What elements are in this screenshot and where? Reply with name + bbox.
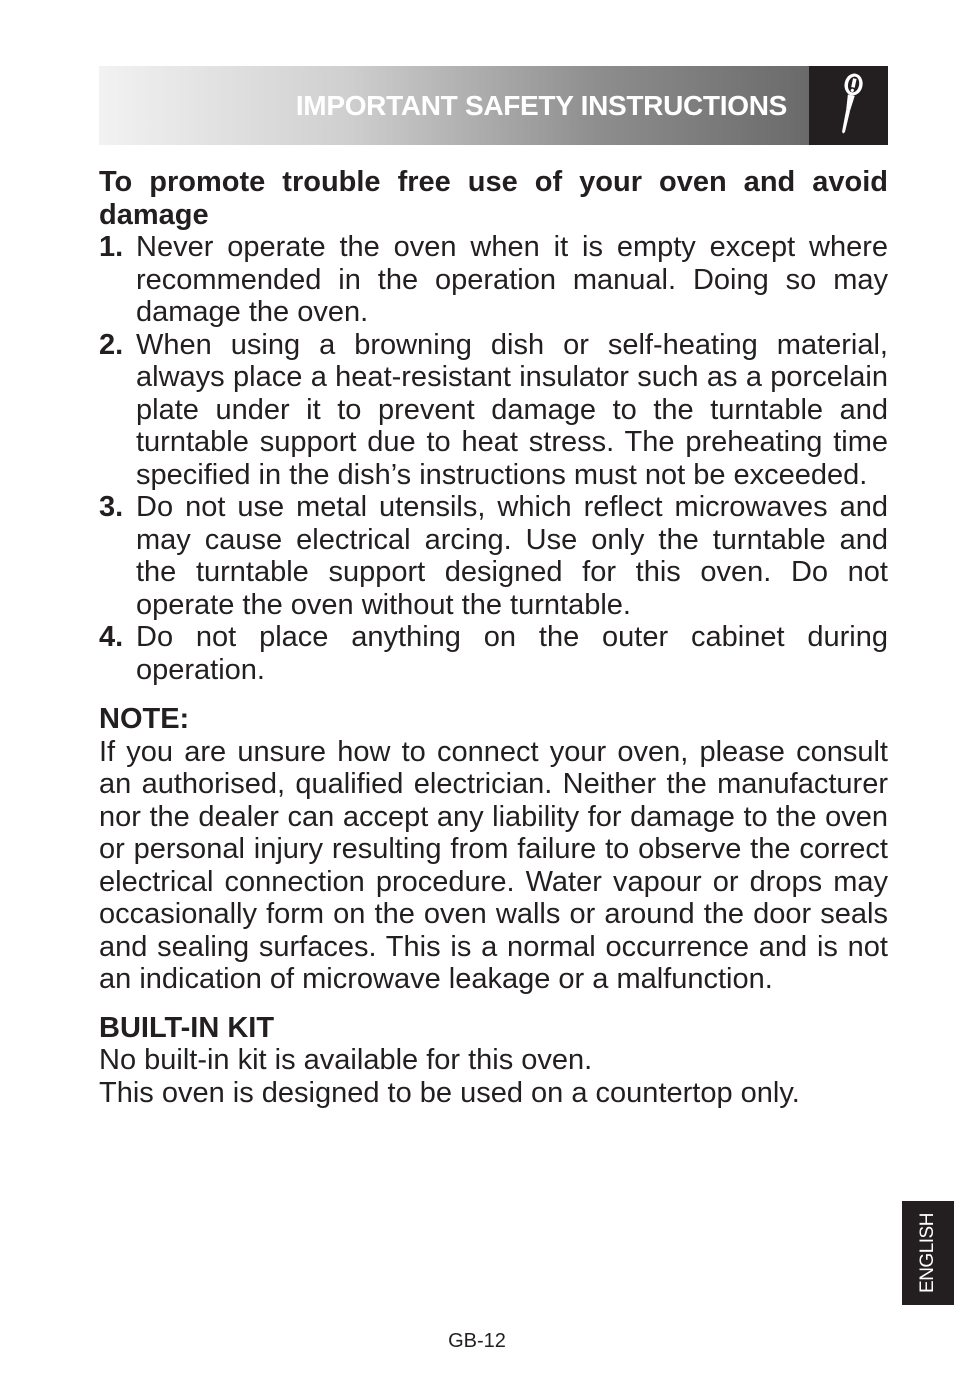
built-in-kit-line-1: No built-in kit is available for this oven. xyxy=(99,1044,593,1076)
page-number: GB-12 xyxy=(448,1330,506,1352)
note-heading: NOTE: xyxy=(99,703,190,735)
item-text: When using a browning dish or self-heating material, always place a heat-resistant insulator such as a porcelain plate under it to prevent damage to the turntable and turntable support due to heat stress. The preheating time specified in the dish’s instructions must not be exceeded. xyxy=(136,328,888,491)
list-item xyxy=(99,231,888,329)
list-item xyxy=(99,491,888,621)
intro-heading: To promote trouble free use of your oven and avoid damage xyxy=(99,166,888,231)
instruction-list xyxy=(99,231,888,686)
item-number: 1. xyxy=(99,231,124,263)
exclamation-pen-icon xyxy=(809,66,888,145)
note-text: If you are unsure how to connect your oven, please consult an authorised, qualified electrician. Neither the manufacturer nor the dealer can accept any liability for damage to the oven or personal injury resulting from failure to observe the correct electrical connection procedure. Water vapour or drops may occasionally form on the oven walls or around the door seals and sealing surfaces. This is a normal occurrence and is not an indication of microwave leakage or a malfunction. xyxy=(99,735,888,995)
item-number: 4. xyxy=(99,621,124,653)
item-text: Do not use metal utensils, which reflect microwaves and may cause electrical arcing. Use only the turntable and the turntable support designed for this oven. Do not operate the oven without the turntable. xyxy=(136,491,888,621)
language-label: ENGLISH xyxy=(917,1213,938,1293)
built-in-kit-heading: BUILT-IN KIT xyxy=(99,1011,275,1044)
item-number: 3. xyxy=(99,491,124,523)
item-text: Do not place anything on the outer cabinet during operation. xyxy=(136,621,888,686)
list-item xyxy=(99,621,888,686)
language-tab xyxy=(902,1201,954,1305)
built-in-kit-line-2: This oven is designed to be used on a countertop only. xyxy=(99,1076,800,1109)
item-number: 2. xyxy=(99,328,124,361)
header-bar xyxy=(99,66,809,145)
item-text: Never operate the oven when it is empty except where recommended in the operation manual. Doing so may damage the oven. xyxy=(136,231,888,328)
page-title: IMPORTANT SAFETY INSTRUCTIONS xyxy=(295,90,787,121)
content xyxy=(99,166,888,1109)
list-item xyxy=(99,329,888,492)
